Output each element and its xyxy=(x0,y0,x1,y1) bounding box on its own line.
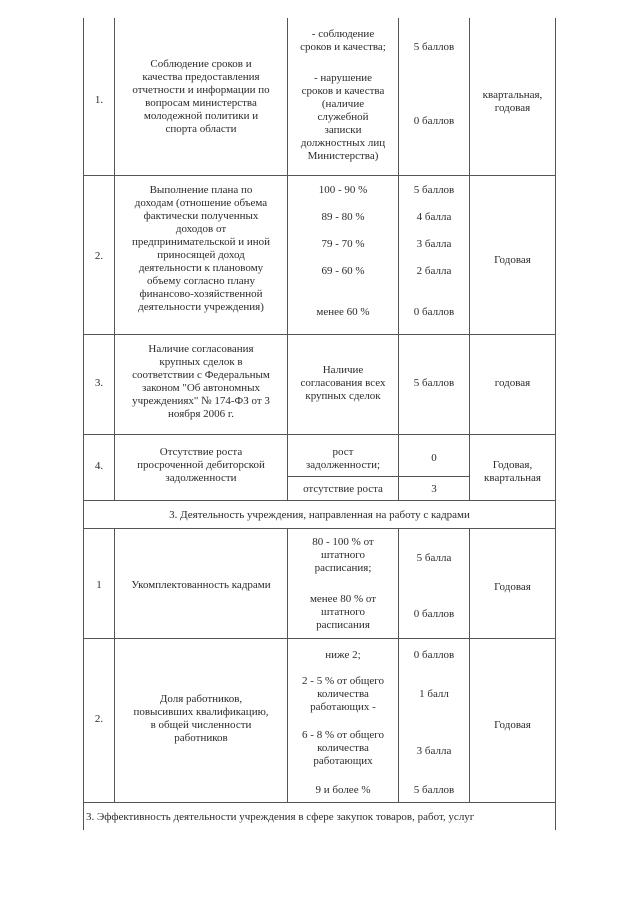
indicator-line: деятельности к плановому xyxy=(138,262,264,274)
row-divider xyxy=(83,334,556,335)
criteria-line: 2 - 5 % от общего xyxy=(302,675,384,687)
indicator-line: доходов от xyxy=(175,223,227,235)
indicator-line: вопросам министерства xyxy=(145,97,257,109)
row-divider xyxy=(83,638,556,639)
criteria-line: менее 80 % от xyxy=(309,593,377,605)
criteria-line: количества xyxy=(317,742,369,754)
criteria-line: 9 и более % xyxy=(315,784,371,796)
criteria-line: 89 - 80 % xyxy=(321,211,365,223)
criteria-line: ниже 2; xyxy=(325,649,361,661)
score-value: 3 xyxy=(431,483,437,495)
criteria-line: - нарушение xyxy=(313,72,373,84)
row-divider xyxy=(83,528,556,529)
indicator-line: Выполнение плана по xyxy=(149,184,253,196)
row-divider xyxy=(83,434,556,435)
indicator-line: фактически полученных xyxy=(143,210,259,222)
period-line: Годовая xyxy=(494,581,531,593)
criteria-line: 79 - 70 % xyxy=(321,238,365,250)
indicator-line: повысивших квалификацию, xyxy=(133,706,269,718)
score-value: 5 баллов xyxy=(413,184,455,196)
indicator-line: спорта области xyxy=(165,123,237,135)
row-divider xyxy=(83,175,556,176)
indicator-line: в общей численности xyxy=(150,719,252,731)
criteria-line: рост xyxy=(332,446,354,458)
criteria-line: расписания xyxy=(316,619,370,631)
criteria-line: записки xyxy=(324,124,362,136)
score-value: 3 балла xyxy=(416,238,452,250)
criteria-line: 80 - 100 % от xyxy=(312,536,374,548)
table-col-divider-criteria xyxy=(398,528,399,802)
score-value: 5 баллов xyxy=(413,784,455,796)
indicator-line: приносящей доход xyxy=(157,249,245,261)
criteria-line: Министерства) xyxy=(307,150,379,162)
criteria-line: штатного xyxy=(321,606,365,618)
period-line: Годовая xyxy=(494,719,531,731)
indicator-line: работников xyxy=(174,732,228,744)
row-number: 3. xyxy=(94,377,104,389)
period-line: Годовая xyxy=(494,254,531,266)
section-heading: 3. Эффективность деятельности учреждения в сфере закупок товаров, работ, услуг xyxy=(86,811,475,823)
indicator-line: качества предоставления xyxy=(142,71,260,83)
indicator-line: предпринимательской и иной xyxy=(131,236,271,248)
criteria-divider xyxy=(287,476,470,477)
score-value: 0 баллов xyxy=(413,608,455,620)
indicator-line: объему согласно плану xyxy=(147,275,255,287)
score-value: 0 баллов xyxy=(413,306,455,318)
row-divider xyxy=(83,500,556,501)
criteria-line: расписания; xyxy=(314,562,372,574)
row-number: 1 xyxy=(96,579,102,591)
score-value: 5 баллов xyxy=(413,377,455,389)
indicator-line: законом "Об автономных xyxy=(141,382,261,394)
criteria-line: должностных лиц xyxy=(300,137,386,149)
indicator-line: финансово-хозяйственной xyxy=(139,288,263,300)
period-line: квартальная, xyxy=(482,89,543,101)
criteria-line: отсутствие роста xyxy=(303,483,383,495)
score-value: 5 балла xyxy=(416,552,452,564)
criteria-line: служебной xyxy=(317,111,369,123)
period-line: квартальная xyxy=(484,472,541,484)
criteria-line: крупных сделок xyxy=(305,390,381,402)
table-border-left xyxy=(83,18,84,830)
indicator-line: отчетности и информации по xyxy=(132,84,270,96)
score-value: 3 балла xyxy=(416,745,452,757)
criteria-line: 69 - 60 % xyxy=(321,265,365,277)
criteria-line: 6 - 8 % от общего xyxy=(302,729,384,741)
criteria-line: сроков и качества; xyxy=(300,41,386,53)
indicator-line: соответствии с Федеральным xyxy=(132,369,270,381)
criteria-line: работающих - xyxy=(310,701,376,713)
indicator-line: ноября 2006 г. xyxy=(168,408,234,420)
indicator-line: задолженности xyxy=(165,472,237,484)
score-value: 5 баллов xyxy=(413,41,455,53)
score-value: 2 балла xyxy=(416,265,452,277)
criteria-line: 100 - 90 % xyxy=(318,184,368,196)
indicator-line: Соблюдение сроков и xyxy=(150,58,252,70)
criteria-line: согласования всех xyxy=(300,377,386,389)
criteria-line: Наличие xyxy=(322,364,364,376)
criteria-line: задолженности; xyxy=(305,459,381,471)
criteria-line: работающих xyxy=(313,755,373,767)
indicator-line: Отсутствие роста xyxy=(159,446,243,458)
score-value: 0 баллов xyxy=(413,649,455,661)
period-line: годовая xyxy=(494,377,531,389)
criteria-line: менее 60 % xyxy=(316,306,370,318)
criteria-line: - соблюдение xyxy=(311,28,375,40)
row-number: 4. xyxy=(94,460,104,472)
indicator-line: доходам (отношение объема xyxy=(134,197,268,209)
indicator-line: деятельности учреждения) xyxy=(138,301,264,313)
score-value: 1 балл xyxy=(419,688,449,700)
table-border-right xyxy=(555,18,556,830)
indicator-line: крупных сделок в xyxy=(159,356,243,368)
period-line: Годовая, xyxy=(492,459,533,471)
section-heading: 3. Деятельность учреждения, направленная на работу с кадрами xyxy=(169,509,470,521)
criteria-line: (наличие xyxy=(321,98,365,110)
criteria-line: штатного xyxy=(321,549,365,561)
table-col-divider-score xyxy=(469,528,470,802)
table-col-divider-num xyxy=(114,528,115,802)
indicator-line: Укомплектованность кадрами xyxy=(131,579,271,591)
row-number: 1. xyxy=(94,94,104,106)
indicator-line: Наличие согласования xyxy=(148,343,254,355)
criteria-line: количества xyxy=(317,688,369,700)
row-divider xyxy=(83,802,556,803)
row-number: 2. xyxy=(94,713,104,725)
indicator-line: молодежной политики и xyxy=(143,110,259,122)
table-col-divider-criteria xyxy=(398,18,399,500)
indicator-line: учреждениях" № 174-ФЗ от 3 xyxy=(132,395,270,407)
score-value: 4 балла xyxy=(416,211,452,223)
indicator-line: просроченной дебиторской xyxy=(137,459,265,471)
score-value: 0 баллов xyxy=(413,115,455,127)
row-number: 2. xyxy=(94,250,104,262)
criteria-line: сроков и качества xyxy=(301,85,385,97)
score-value: 0 xyxy=(431,452,437,464)
indicator-line: Доля работников, xyxy=(159,693,243,705)
period-line: годовая xyxy=(494,102,531,114)
